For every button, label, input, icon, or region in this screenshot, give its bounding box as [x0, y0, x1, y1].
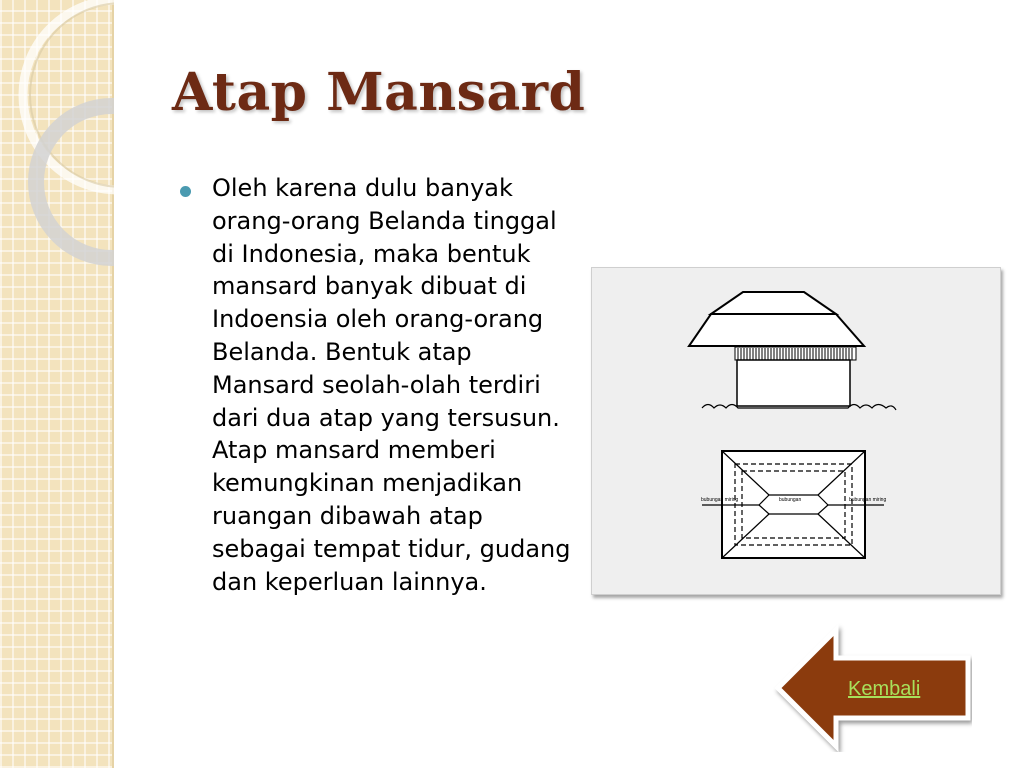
- slide-title: Atap Mansard: [172, 62, 586, 123]
- mansard-roof-drawing: [592, 268, 1000, 594]
- decorative-rings: [0, 0, 114, 768]
- body-text: Oleh karena dulu banyak orang-orang Belanda tinggal di Indonesia, maka bentuk mansard banyak dibuat di Indoensia oleh orang-orang Belanda. Bentuk atap Mansard seolah-olah terdiri dari dua atap yang tersusun. Atap mansard memberi kemungkinan menjadikan ruangan dibawah atap sebagai tempat tidur, gudang dan keperluan lainnya.: [212, 174, 571, 596]
- decorative-side-band: [0, 0, 114, 768]
- label-left: bubungan miring: [701, 497, 739, 503]
- label-right: bubungan miring: [849, 497, 887, 503]
- bullet-icon: [180, 186, 191, 197]
- label-center: bubungan: [779, 497, 802, 503]
- back-link[interactable]: Kembali: [848, 678, 921, 700]
- roof-diagram-image: [591, 267, 1001, 595]
- body-content: [180, 172, 575, 598]
